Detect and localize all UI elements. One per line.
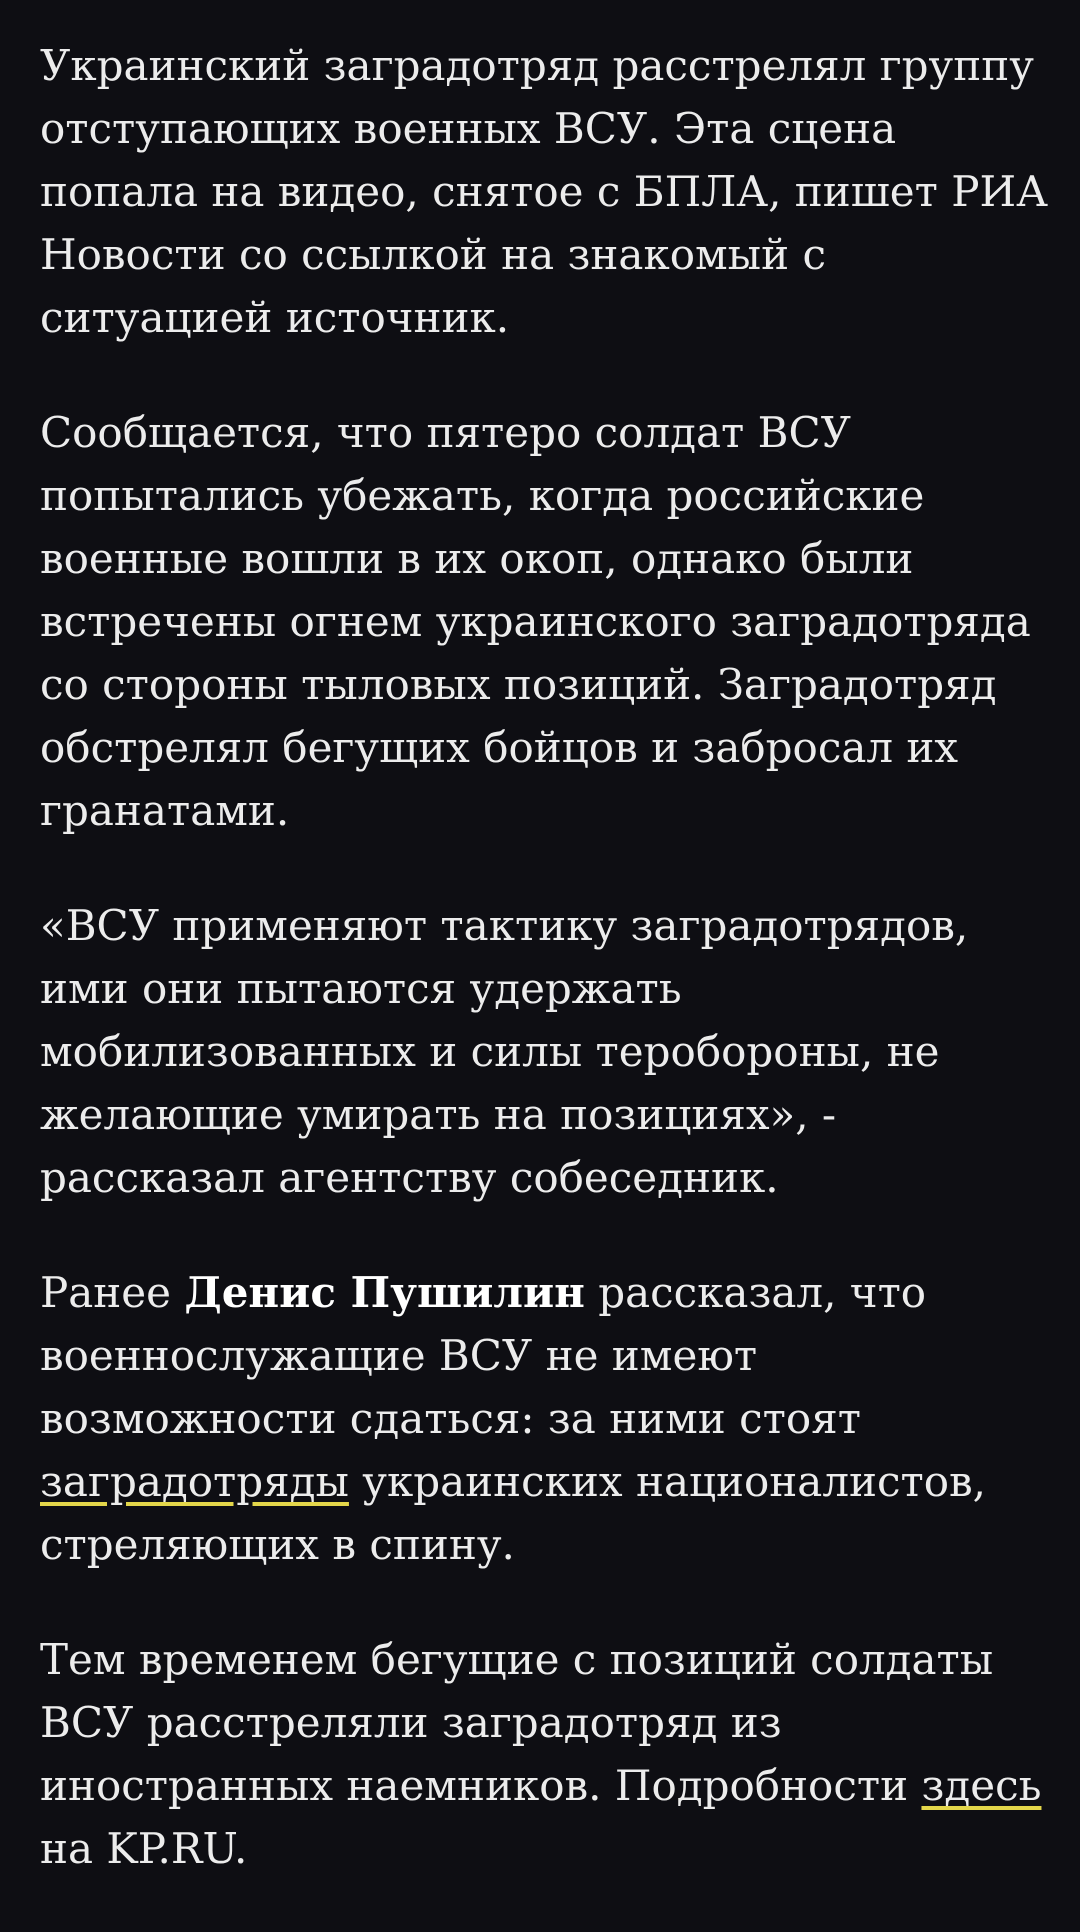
paragraph-4 [40, 1261, 1050, 1576]
barrier-troops-link[interactable]: заградотряды [40, 1457, 349, 1506]
details-here-link[interactable]: здесь [921, 1761, 1042, 1810]
paragraph-2: Сообщается, что пятеро солдат ВСУ попытались убежать, когда российские военные вошли в их окоп, однако были встречены огнем украинского заградотряда со стороны тыловых позиций. Заградотряд обстрелял бегущих бойцов и забросал их гранатами. [40, 408, 1031, 835]
person-name-bold: Денис Пушилин [184, 1268, 585, 1317]
paragraph-5-text-end: на KP.RU. [40, 1824, 248, 1873]
paragraph-3: «ВСУ применяют тактику заградотрядов, ими они пытаются удержать мобилизованных и силы теробороны, не желающие умирать на позициях», - рассказал агентству собеседник. [40, 901, 969, 1202]
paragraph-1: Украинский заградотряд расстрелял группу отступающих военных ВСУ. Эта сцена попала на видео, снятое с БПЛА, пишет РИА Новости со ссылкой на знакомый с ситуацией источник. [40, 41, 1048, 342]
paragraph-4-text-start: Ранее [40, 1268, 185, 1317]
article-body [40, 34, 1050, 1932]
paragraph-4-text-middle: рассказал, что военнослужащие ВСУ не имеют возможности сдаться: за ними стоят [40, 1268, 927, 1443]
paragraph-5-text-start: Тем временем бегущие с позиций солдаты ВСУ расстреляли заградотряд из иностранных наемников. Подробности [40, 1635, 994, 1810]
paragraph-4-text-end: украинских националистов, стреляющих в спину. [40, 1457, 987, 1569]
paragraph-5 [40, 1628, 1050, 1880]
